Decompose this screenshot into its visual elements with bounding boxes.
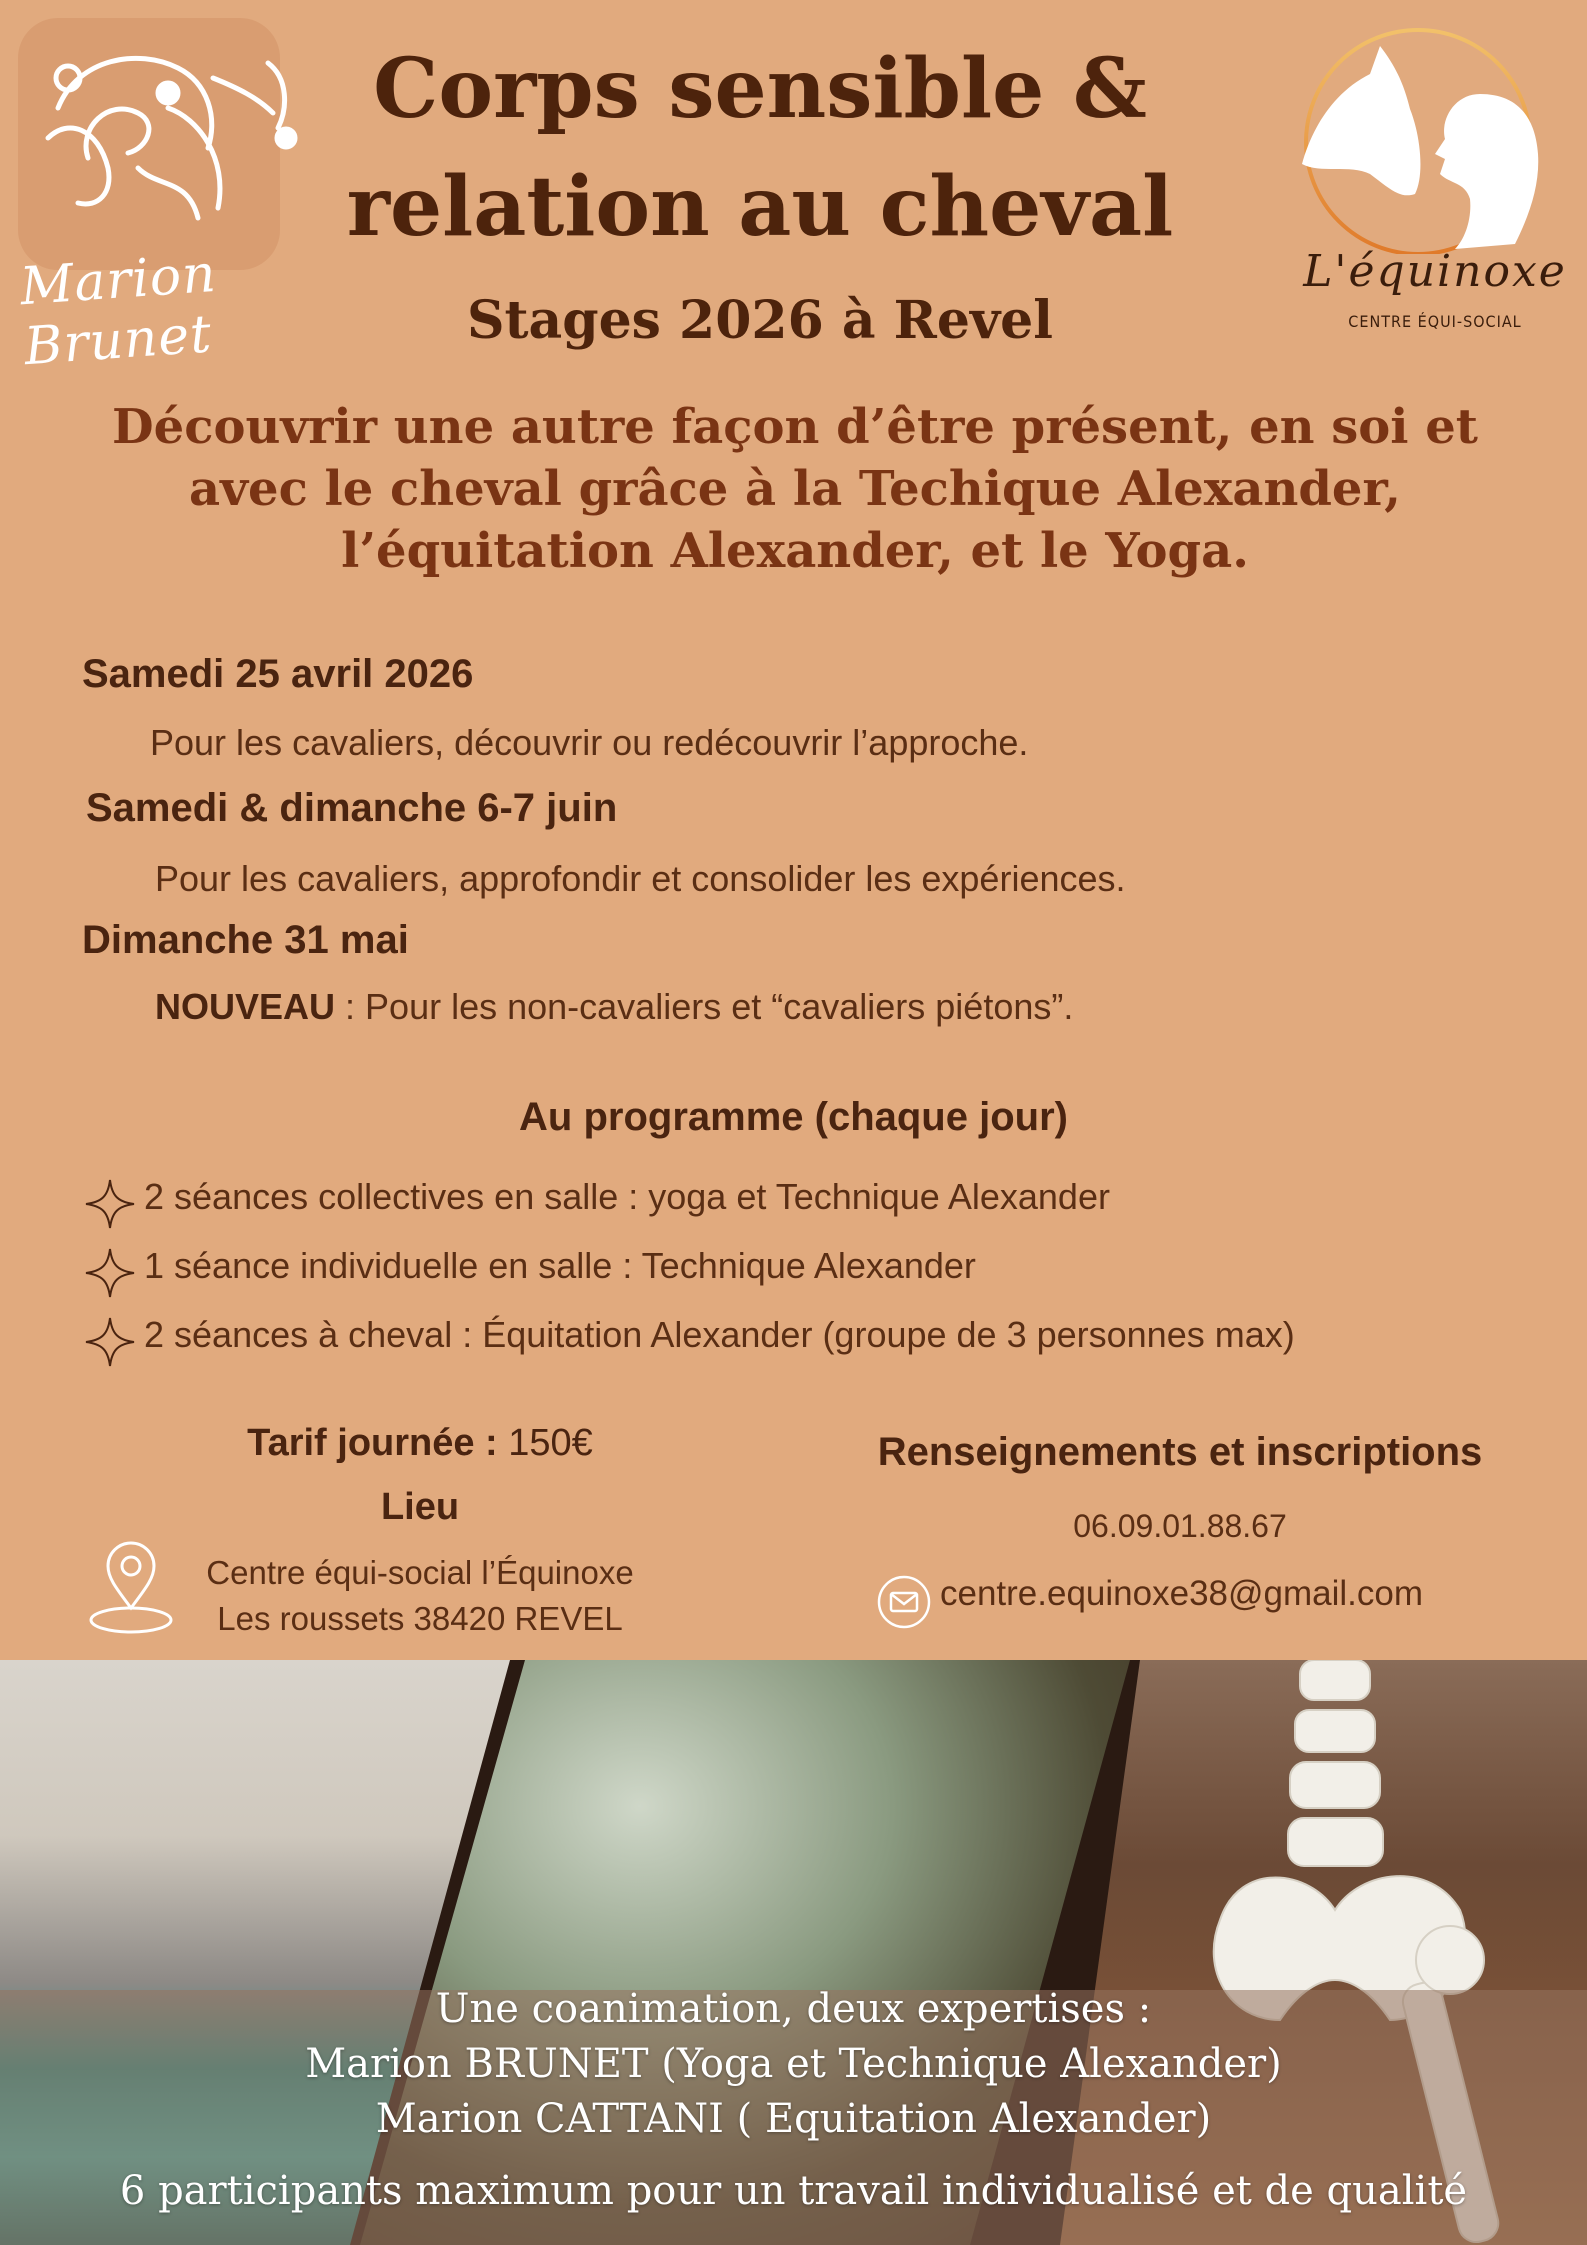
- location-pin-icon: [86, 1538, 176, 1638]
- price-label: Tarif journée :: [247, 1422, 498, 1464]
- contact-phone[interactable]: 06.09.01.88.67: [1073, 1508, 1287, 1544]
- price: [180, 1422, 660, 1465]
- program-item-2-text: 1 séance individuelle en salle : Technique Alexander: [144, 1245, 976, 1286]
- footer-line-2: Marion BRUNET (Yoga et Technique Alexander): [305, 2041, 1282, 2087]
- program-item-3: [84, 1314, 1484, 1364]
- footer-line-4: 6 participants maximum pour un travail individualisé et de qualité: [119, 2168, 1468, 2214]
- program-title: Au programme (chaque jour): [519, 1095, 1068, 1139]
- location-address: [180, 1550, 660, 1642]
- page-title: [300, 30, 1220, 266]
- title-line-2: relation au cheval: [346, 159, 1174, 255]
- program-item-1: [84, 1176, 1484, 1226]
- new-badge: NOUVEAU: [155, 986, 336, 1027]
- title-line-1: Corps sensible &: [373, 41, 1147, 137]
- date-1-description: Pour les cavaliers, découvrir ou redécouvrir l’approche.: [150, 722, 1029, 763]
- contact-email[interactable]: centre.equinoxe38@gmail.com: [940, 1574, 1424, 1613]
- date-3-description: [155, 986, 1073, 1028]
- program-item-1-text: 2 séances collectives en salle : yoga et Technique Alexander: [144, 1176, 1110, 1217]
- sparkle-icon: [84, 1178, 136, 1230]
- dancer-horse-drawing-icon: [18, 18, 318, 248]
- price-value: 150€: [497, 1422, 593, 1464]
- horse-and-woman-icon: [1290, 14, 1580, 254]
- address-line-2: Les roussets 38420 REVEL: [217, 1600, 623, 1637]
- logo-signature: Marion Brunet: [18, 243, 219, 378]
- contact-title: Renseignements et inscriptions: [877, 1430, 1483, 1474]
- program-item-2: [84, 1245, 1484, 1295]
- date-2-description: Pour les cavaliers, approfondir et consolider les expériences.: [155, 858, 1126, 899]
- intro-line-2: avec le cheval grâce à la Techique Alexander,: [189, 461, 1401, 517]
- mail-icon: [876, 1574, 932, 1630]
- sparkle-icon: [84, 1316, 136, 1368]
- equinoxe-brand: L'équinoxe: [1303, 246, 1567, 297]
- page-subtitle: Stages 2026 à Revel: [466, 290, 1054, 351]
- marion-brunet-logo: [18, 18, 348, 378]
- location-title: Lieu: [380, 1486, 460, 1528]
- equinoxe-tagline: CENTRE ÉQUI-SOCIAL: [1348, 312, 1522, 331]
- date-3-title: Dimanche 31 mai: [82, 918, 409, 962]
- date-2-title: Samedi & dimanche 6-7 juin: [86, 786, 618, 830]
- date-3-text: : Pour les non-cavaliers et “cavaliers piétons”.: [335, 986, 1074, 1027]
- date-1-title: Samedi 25 avril 2026: [82, 652, 474, 696]
- intro-text: [110, 396, 1480, 582]
- intro-line-1: Découvrir une autre façon d’être présent, en soi et: [112, 399, 1478, 455]
- program-item-3-text: 2 séances à cheval : Équitation Alexander (groupe de 3 personnes max): [144, 1314, 1295, 1355]
- intro-line-3: l’équitation Alexander, et le Yoga.: [341, 523, 1249, 579]
- sparkle-icon: [84, 1247, 136, 1299]
- footer-line-1: Une coanimation, deux expertises :: [435, 1986, 1152, 2032]
- equinoxe-logo: [1290, 14, 1580, 334]
- address-line-1: Centre équi-social l’Équinoxe: [206, 1554, 634, 1591]
- footer-line-3: Marion CATTANI ( Equitation Alexander): [375, 2096, 1212, 2142]
